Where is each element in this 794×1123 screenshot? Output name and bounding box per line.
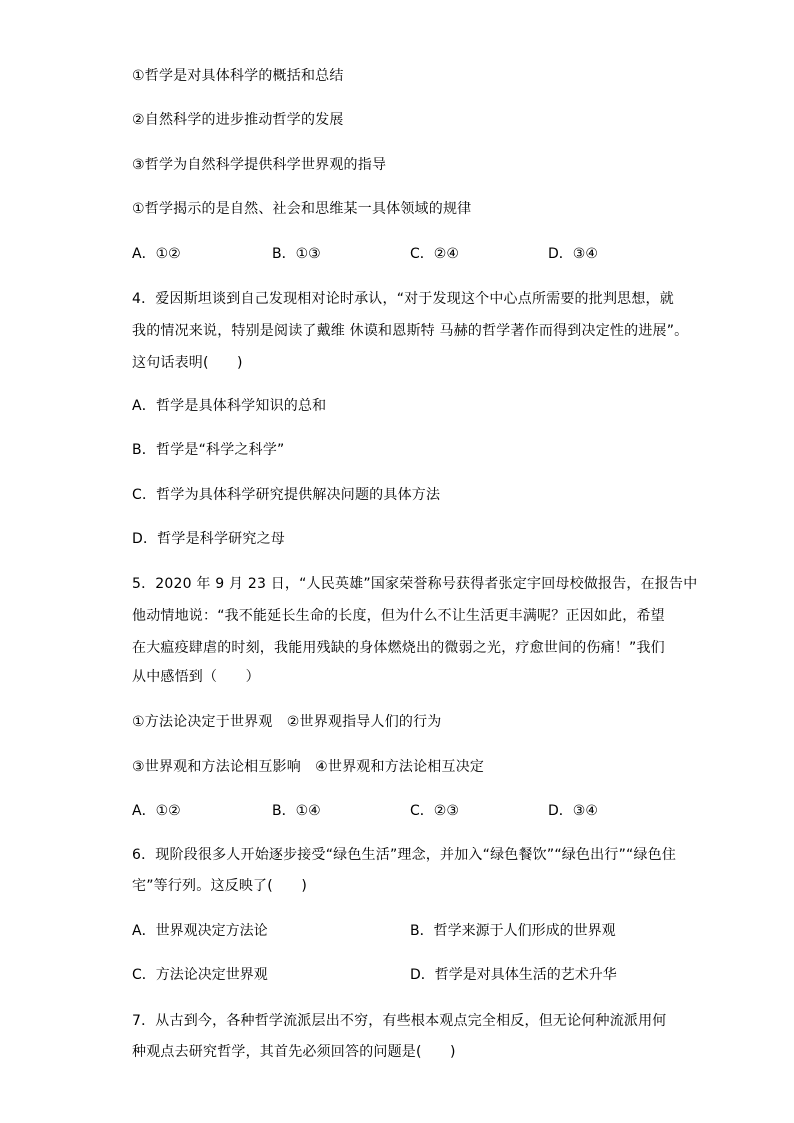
- q5-option-b: B．①④: [272, 803, 321, 819]
- q5-stem-line-3: 在大瘟疫肆虐的时刻，我能用残缺的身体燃烧出的微弱之光，疗愈世间的伤痛！”我们: [132, 640, 665, 656]
- q5-stem-line-4: 从中感悟到（ ）: [132, 669, 260, 685]
- q3-option-b: B．①③: [272, 246, 321, 262]
- q3-option-a: A．①②: [132, 246, 181, 262]
- q3-item-1: ①哲学是对具体科学的概括和总结: [132, 68, 344, 84]
- q4-option-d: D．哲学是科学研究之母: [132, 531, 285, 547]
- q6-option-c: C．方法论决定世界观: [132, 967, 268, 983]
- q6-option-b: B．哲学来源于人们形成的世界观: [410, 923, 616, 939]
- q3-option-d: D．③④: [548, 246, 598, 262]
- q3-item-2: ②自然科学的进步推动哲学的发展: [132, 112, 344, 128]
- q4-stem-line-3: 这句话表明( ): [132, 355, 243, 371]
- q3-option-c: C．②④: [410, 246, 459, 262]
- q5-stem-line-1: 5．2020 年 9 月 23 日，“人民英雄”国家荣誉称号获得者张定宇回母校做报告，在报告中: [132, 576, 698, 592]
- q5-stem-line-2: 他动情地说：“我不能延长生命的长度，但为什么不让生活更丰满呢？正因如此，希望: [132, 608, 665, 624]
- q4-option-a: A．哲学是具体科学知识的总和: [132, 398, 327, 414]
- q6-option-d: D．哲学是对具体生活的艺术升华: [410, 967, 617, 983]
- q4-stem-line-1: 4．爱因斯坦谈到自己发现相对论时承认，“对于发现这个中心点所需要的批判思想，就: [132, 291, 674, 307]
- q6-stem-line-2: 宅”等行列。这反映了( ): [132, 878, 307, 894]
- q3-item-4: ①哲学揭示的是自然、社会和思维某一具体领域的规律: [132, 201, 472, 217]
- q7-stem-line-2: 种观点去研究哲学，其首先必须回答的问题是( ): [132, 1044, 456, 1060]
- q3-item-3: ③哲学为自然科学提供科学世界观的指导: [132, 157, 387, 173]
- q5-option-d: D．③④: [548, 803, 598, 819]
- q4-stem-line-2: 我的情况来说，特别是阅读了戴维 休谟和恩斯特 马赫的哲学著作而得到决定性的进展”。: [132, 323, 689, 339]
- q4-option-c: C．哲学为具体科学研究提供解决问题的具体方法: [132, 487, 441, 503]
- q6-stem-line-1: 6．现阶段很多人开始逐步接受“绿色生活”理念，并加入“绿色餐饮”“绿色出行”“绿色住: [132, 847, 677, 863]
- q7-stem-line-1: 7．从古到今，各种哲学流派层出不穷，有些根本观点完全相反，但无论何种流派用何: [132, 1013, 667, 1029]
- q5-item-line-2: ③世界观和方法论相互影响 ④世界观和方法论相互决定: [132, 759, 485, 775]
- q5-item-line-1: ①方法论决定于世界观 ②世界观指导人们的行为: [132, 714, 442, 730]
- q5-option-c: C．②③: [410, 803, 459, 819]
- q6-option-a: A．世界观决定方法论: [132, 923, 268, 939]
- q5-option-a: A．①②: [132, 803, 181, 819]
- q4-option-b: B．哲学是“科学之科学”: [132, 442, 285, 458]
